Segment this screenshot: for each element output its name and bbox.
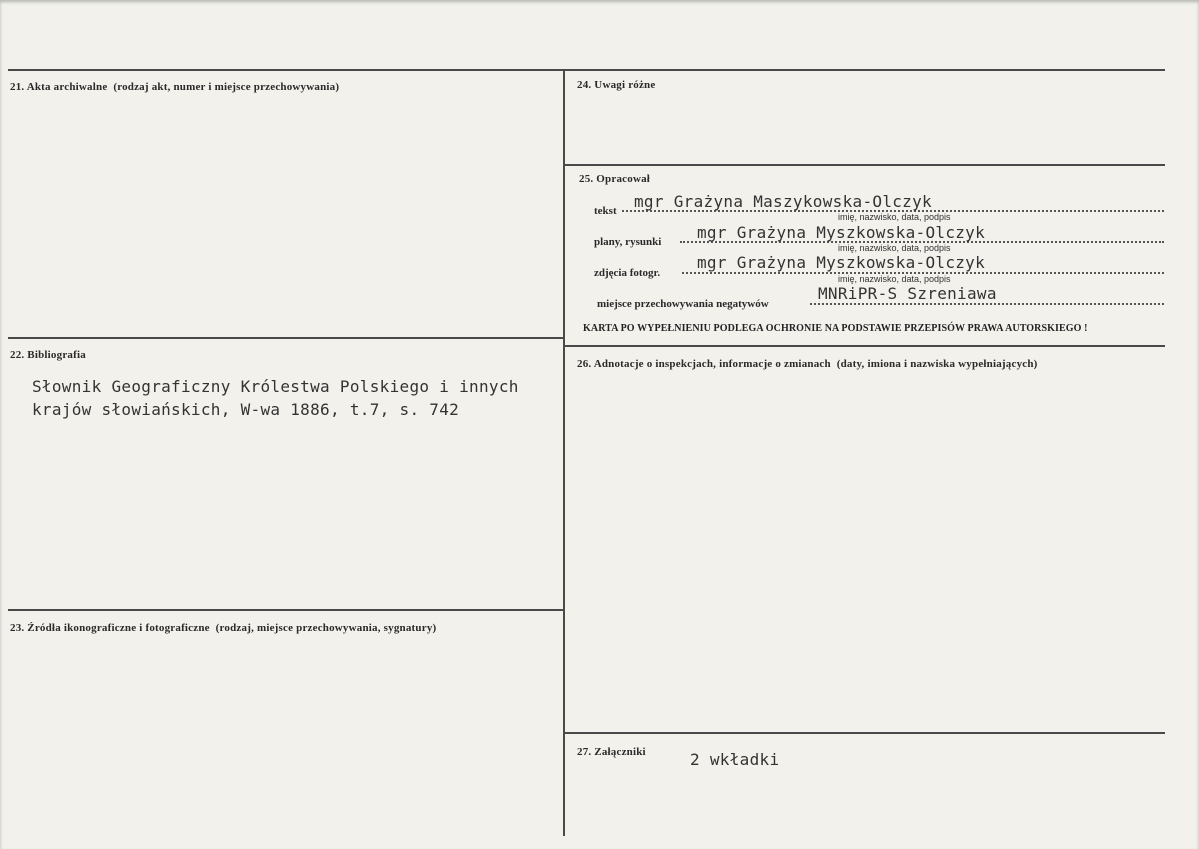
section-26-subtitle: (daty, imiona i nazwiska wypełniających)	[836, 358, 1038, 370]
rule-21-22	[8, 337, 564, 339]
negatywy-value: MNRiPR-S Szreniawa	[818, 284, 997, 303]
plany-value: mgr Grażyna Myszkowska-Olczyk	[697, 223, 986, 242]
section-26-label	[577, 358, 1038, 370]
attachments-value: 2 wkładki	[690, 750, 780, 769]
rule-24-25	[564, 164, 1165, 166]
section-27-label: 27. Załączniki	[577, 746, 646, 758]
section-25-label: 25. Opracował	[579, 173, 651, 185]
negatywy-dotted-line	[810, 303, 1164, 305]
negatywy-label: miejsce przechowywania negatywów	[597, 298, 769, 310]
zdjecia-hint: imię, nazwisko, data, podpis	[838, 274, 951, 284]
bibliography-line-2: krajów słowiańskich, W-wa 1886, t.7, s. 742	[32, 400, 460, 419]
section-26-title: 26. Adnotacje o inspekcjach, informacje o zmianach	[577, 358, 831, 370]
section-21-subtitle: (rodzaj akt, numer i miejsce przechowywania)	[113, 81, 340, 93]
section-23-label	[10, 622, 436, 634]
section-22-label: 22. Bibliografia	[10, 349, 86, 361]
copyright-notice: KARTA PO WYPEŁNIENIU PODLEGA OCHRONIE NA PODSTAWIE PRZEPISÓW PRAWA AUTORSKIEGO !	[583, 323, 1088, 334]
plany-label: plany, rysunki	[594, 236, 662, 248]
rule-26-27	[564, 732, 1165, 734]
center-divider	[563, 69, 565, 836]
section-24-label: 24. Uwagi różne	[577, 79, 656, 91]
rule-22-23	[8, 609, 564, 611]
section-21-label	[10, 81, 339, 93]
section-21-title: 21. Akta archiwalne	[10, 81, 108, 93]
plany-hint: imię, nazwisko, data, podpis	[838, 243, 951, 253]
section-23-title: 23. Źródła ikonograficzne i fotograficzne	[10, 622, 210, 634]
top-rule	[8, 69, 1165, 71]
tekst-label: tekst	[594, 205, 617, 217]
tekst-value: mgr Grażyna Maszykowska-Olczyk	[634, 192, 932, 211]
rule-25-26	[564, 345, 1165, 347]
zdjecia-label: zdjęcia fotogr.	[594, 267, 661, 279]
tekst-hint: imię, nazwisko, data, podpis	[838, 212, 951, 222]
bibliography-line-1: Słownik Geograficzny Królestwa Polskiego i innych	[32, 377, 519, 396]
zdjecia-value: mgr Grażyna Myszkowska-Olczyk	[697, 253, 986, 272]
section-23-subtitle: (rodzaj, miejsce przechowywania, sygnatury)	[215, 622, 437, 634]
